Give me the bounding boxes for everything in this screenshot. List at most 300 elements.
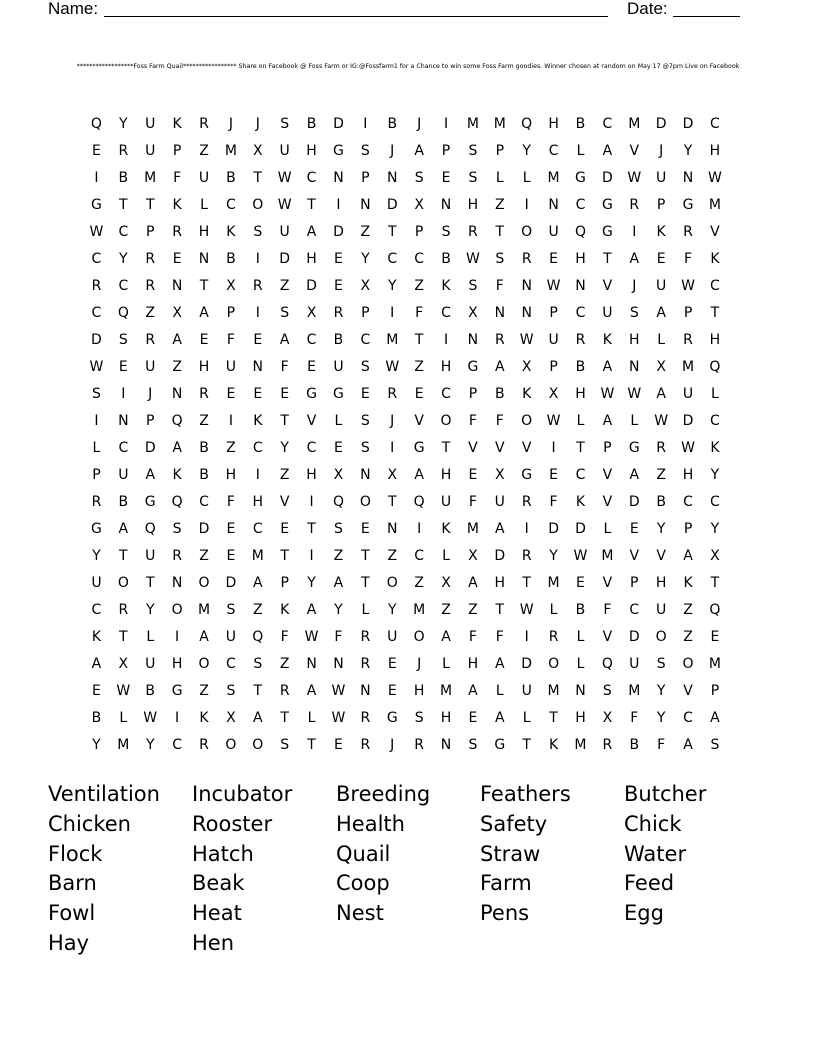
grid-row [83, 437, 743, 464]
grid-letter: X [333, 467, 344, 483]
grid-letter: X [548, 386, 559, 402]
grid-letter: L [495, 170, 504, 186]
grid-letter: B [199, 467, 209, 483]
grid-letter: A [306, 683, 317, 699]
grid-letter: M [251, 548, 264, 564]
grid-letter: E [629, 521, 639, 537]
grid-letter: V [602, 629, 613, 645]
grid-letter: B [226, 251, 236, 267]
grid-letter: G [521, 467, 533, 483]
grid-letter: N [333, 170, 344, 186]
grid-letter: T [280, 548, 289, 564]
grid-letter: M [547, 170, 560, 186]
grid-letter: E [226, 386, 236, 402]
grid-letter: V [656, 548, 666, 564]
grid-letter: C [710, 494, 720, 510]
grid-letter: F [280, 629, 289, 645]
grid-letter: Z [279, 656, 290, 672]
word-list-item: Quail [336, 841, 391, 866]
grid-letter: Y [387, 278, 397, 294]
grid-letter: U [145, 143, 156, 159]
grid-letter: D [682, 116, 694, 132]
grid-letter: S [226, 602, 236, 618]
grid-letter: S [253, 224, 263, 240]
grid-letter: I [94, 170, 99, 186]
grid-row [83, 707, 743, 734]
grid-letter: D [628, 629, 640, 645]
grid-letter: P [441, 143, 451, 159]
grid-letter: I [363, 116, 368, 132]
grid-letter: N [521, 305, 532, 321]
word-list-item: Feed [624, 871, 675, 896]
grid-letter: T [495, 224, 505, 240]
grid-letter: W [89, 224, 104, 240]
grid-letter: P [92, 467, 101, 483]
grid-letter: D [628, 494, 640, 510]
grid-letter: Q [144, 521, 156, 537]
grid-letter: Y [656, 683, 666, 699]
grid-letter: C [683, 710, 693, 726]
grid-letter: O [252, 737, 264, 753]
grid-letter: R [118, 602, 129, 618]
grid-letter: O [521, 413, 533, 429]
grid-letter: W [600, 386, 615, 402]
grid-letter: Z [252, 602, 263, 618]
grid-letter: P [656, 197, 666, 213]
grid-letter: U [548, 332, 559, 348]
grid-letter: C [91, 251, 102, 267]
grid-letter: L [200, 197, 208, 213]
grid-letter: U [494, 494, 505, 510]
grid-letter: R [360, 737, 371, 753]
grid-letter: P [603, 440, 612, 456]
grid-letter: Z [199, 413, 209, 429]
grid-letter: M [628, 683, 641, 699]
grid-letter: Y [119, 116, 128, 132]
grid-letter: J [390, 143, 395, 159]
grid-letter: R [387, 386, 398, 402]
word-list-item: Hen [192, 930, 235, 955]
grid-letter: S [280, 305, 290, 321]
grid-letter: F [630, 710, 639, 726]
grid-letter: Z [468, 602, 478, 618]
grid-letter: I [443, 332, 449, 348]
grid-letter: A [172, 440, 182, 456]
grid-letter: V [279, 494, 290, 510]
grid-letter: M [547, 683, 560, 699]
grid-letter: H [548, 116, 559, 132]
grid-letter: I [255, 467, 260, 483]
grid-letter: O [252, 197, 264, 213]
grid-letter: I [524, 629, 529, 645]
grid-letter: N [548, 197, 559, 213]
grid-letter: Y [656, 710, 666, 726]
grid-letter: E [334, 737, 343, 753]
grid-letter: Z [199, 683, 209, 699]
grid-letter: G [386, 710, 398, 726]
grid-letter: R [521, 494, 532, 510]
grid-row [83, 194, 743, 221]
grid-letter: O [225, 737, 237, 753]
grid-letter: M [117, 737, 130, 753]
grid-letter: L [549, 602, 558, 618]
grid-letter: I [255, 305, 260, 321]
grid-letter: C [118, 440, 129, 456]
grid-letter: C [360, 332, 371, 348]
grid-letter: X [710, 548, 720, 564]
grid-letter: W [519, 332, 534, 348]
grid-letter: L [146, 629, 155, 645]
grid-letter: X [252, 143, 263, 159]
grid-letter: P [630, 575, 639, 591]
grid-letter: S [656, 656, 666, 672]
word-list-item: Safety [480, 811, 548, 836]
grid-letter: P [683, 305, 693, 321]
grid-letter: L [334, 413, 343, 429]
grid-letter: K [199, 710, 209, 726]
grid-letter: R [199, 116, 209, 132]
grid-letter: K [656, 224, 666, 240]
grid-letter: U [656, 170, 667, 186]
grid-letter: C [575, 467, 586, 483]
grid-letter: A [253, 575, 263, 591]
grid-letter: K [548, 737, 559, 753]
grid-letter: P [495, 143, 505, 159]
grid-letter: H [575, 251, 586, 267]
grid-letter: N [360, 683, 371, 699]
grid-letter: E [226, 521, 236, 537]
grid-letter: H [709, 143, 721, 159]
grid-letter: S [92, 386, 101, 402]
grid-letter: D [575, 521, 586, 537]
date-label: Date: [627, 0, 668, 18]
grid-letter: S [360, 143, 370, 159]
grid-letter: X [468, 305, 478, 321]
grid-letter: C [172, 737, 182, 753]
grid-letter: C [226, 197, 236, 213]
grid-letter: E [334, 278, 343, 294]
grid-letter: C [683, 494, 693, 510]
grid-letter: A [710, 710, 720, 726]
grid-letter: T [603, 251, 612, 267]
grid-letter: O [440, 413, 452, 429]
grid-letter: Q [521, 116, 533, 132]
grid-letter: S [602, 683, 612, 699]
grid-letter: Q [709, 359, 721, 375]
grid-letter: A [629, 467, 640, 483]
grid-letter: S [334, 521, 343, 537]
grid-letter: J [255, 116, 260, 132]
grid-letter: V [602, 494, 613, 510]
grid-letter: T [361, 575, 370, 591]
grid-letter: T [414, 332, 424, 348]
word-list-item: Flock [48, 841, 103, 866]
grid-letter: B [656, 494, 666, 510]
grid-row [83, 491, 743, 518]
grid-letter: Z [226, 440, 236, 456]
grid-row [83, 113, 743, 140]
grid-letter: S [172, 521, 182, 537]
word-list-item: Barn [48, 871, 97, 896]
grid-letter: G [333, 143, 344, 159]
grid-letter: W [385, 359, 400, 375]
grid-letter: H [198, 224, 210, 240]
grid-letter: V [602, 467, 613, 483]
grid-letter: C [414, 548, 425, 564]
grid-letter: A [199, 305, 209, 321]
grid-letter: X [602, 710, 613, 726]
grid-letter: Z [495, 197, 505, 213]
grid-letter: P [468, 386, 478, 402]
grid-letter: S [280, 116, 290, 132]
grid-letter: P [549, 359, 558, 375]
grid-letter: J [390, 737, 395, 753]
grid-letter: D [306, 278, 317, 294]
grid-letter: L [495, 683, 504, 699]
grid-letter: G [91, 521, 102, 537]
grid-letter: K [172, 116, 182, 132]
grid-letter: H [306, 143, 317, 159]
grid-letter: N [494, 305, 506, 321]
grid-letter: J [390, 413, 395, 429]
grid-row [83, 464, 743, 491]
grid-letter: V [602, 278, 613, 294]
word-list-item: Farm [480, 871, 532, 896]
grid-letter: T [710, 575, 720, 591]
grid-letter: L [576, 143, 585, 159]
grid-letter: U [225, 359, 237, 375]
grid-letter: L [711, 386, 719, 402]
grid-letter: S [360, 440, 370, 456]
grid-letter: U [387, 629, 398, 645]
grid-letter: S [280, 737, 290, 753]
grid-letter: A [306, 224, 317, 240]
grid-letter: N [575, 278, 586, 294]
grid-letter: L [576, 656, 585, 672]
grid-letter: T [253, 170, 263, 186]
grid-row [83, 329, 743, 356]
grid-row [83, 518, 743, 545]
grid-letter: T [441, 440, 451, 456]
grid-letter: A [414, 143, 424, 159]
grid-letter: W [708, 170, 722, 186]
grid-letter: H [575, 710, 586, 726]
word-list-item: Butcher [624, 782, 707, 806]
grid-letter: I [94, 413, 99, 429]
grid-letter: R [575, 332, 586, 348]
grid-letter: P [361, 305, 370, 321]
grid-letter: Q [252, 629, 264, 645]
grid-letter: E [172, 251, 182, 267]
grid-letter: S [360, 413, 370, 429]
grid-letter: L [576, 629, 585, 645]
grid-letter: G [171, 683, 183, 699]
grid-letter: C [91, 305, 102, 321]
grid-letter: G [682, 197, 694, 213]
grid-row [83, 572, 743, 599]
grid-letter: U [279, 224, 290, 240]
grid-letter: H [467, 656, 479, 672]
grid-letter: D [279, 251, 291, 267]
grid-row [83, 734, 743, 761]
word-list-item: Egg [624, 901, 664, 926]
grid-letter: L [522, 170, 531, 186]
word-list-item: Heat [192, 901, 242, 926]
grid-letter: F [549, 494, 558, 510]
grid-letter: M [574, 737, 587, 753]
grid-letter: W [465, 251, 480, 267]
grid-letter: P [280, 575, 289, 591]
grid-letter: Y [710, 467, 720, 483]
grid-letter: G [575, 170, 586, 186]
grid-letter: C [306, 332, 317, 348]
grid-letter: V [521, 440, 532, 456]
grid-letter: D [91, 332, 102, 348]
grid-letter: E [92, 683, 101, 699]
grid-letter: A [414, 467, 424, 483]
date-blank-line [673, 16, 740, 17]
word-list-item: Hay [48, 930, 90, 955]
grid-letter: I [417, 521, 422, 537]
grid-letter: P [710, 683, 720, 699]
grid-letter: X [226, 278, 236, 294]
grid-letter: N [387, 521, 398, 537]
grid-letter: D [333, 224, 344, 240]
grid-letter: T [522, 737, 531, 753]
grid-letter: T [307, 197, 316, 213]
grid-letter: P [146, 413, 155, 429]
grid-letter: E [253, 386, 263, 402]
grid-letter: C [199, 494, 209, 510]
grid-letter: A [656, 305, 666, 321]
grid-letter: W [143, 710, 158, 726]
grid-row [83, 275, 743, 302]
grid-letter: U [656, 278, 667, 294]
grid-letter: S [360, 359, 370, 375]
grid-letter: N [467, 332, 479, 348]
grid-letter: X [468, 548, 478, 564]
grid-letter: T [710, 305, 720, 321]
grid-letter: A [629, 251, 640, 267]
grid-letter: Y [683, 143, 693, 159]
grid-letter: L [630, 413, 639, 429]
grid-letter: D [655, 116, 667, 132]
grid-letter: K [602, 332, 612, 348]
grid-letter: W [627, 170, 642, 186]
grid-letter: R [145, 251, 156, 267]
grid-letter: M [547, 575, 560, 591]
grid-letter: T [361, 548, 370, 564]
grid-letter: H [682, 467, 694, 483]
word-list-item: Beak [192, 871, 245, 896]
grid-letter: R [683, 332, 693, 348]
grid-letter: S [710, 737, 720, 753]
grid-letter: B [575, 116, 586, 132]
grid-letter: H [225, 467, 237, 483]
grid-letter: D [333, 116, 344, 132]
grid-letter: Z [387, 548, 398, 564]
grid-letter: U [145, 548, 156, 564]
grid-letter: R [683, 224, 693, 240]
grid-letter: I [443, 116, 449, 132]
grid-letter: B [387, 116, 398, 132]
word-list-item: Straw [480, 841, 541, 866]
grid-letter: P [146, 224, 155, 240]
grid-letter: I [309, 548, 314, 564]
grid-letter: X [118, 656, 129, 672]
grid-letter: A [306, 602, 317, 618]
grid-letter: I [228, 413, 233, 429]
grid-letter: B [495, 386, 505, 402]
grid-letter: X [387, 467, 398, 483]
grid-letter: G [333, 386, 344, 402]
grid-letter: U [521, 683, 532, 699]
grid-letter: A [495, 710, 505, 726]
grid-letter: T [280, 413, 289, 429]
grid-letter: H [709, 332, 721, 348]
grid-letter: F [468, 629, 477, 645]
grid-letter: V [495, 440, 505, 456]
grid-letter: E [710, 629, 720, 645]
grid-letter: D [144, 440, 156, 456]
grid-letter: S [441, 224, 451, 240]
grid-letter: J [148, 386, 153, 402]
grid-letter: U [91, 575, 102, 591]
grid-letter: Q [574, 224, 586, 240]
grid-letter: A [91, 656, 102, 672]
grid-letter: F [226, 332, 235, 348]
grid-letter: S [468, 737, 478, 753]
grid-letter: T [549, 710, 558, 726]
name-blank-line [104, 16, 608, 17]
grid-letter: E [414, 386, 424, 402]
grid-letter: Q [90, 116, 102, 132]
word-list-item: Hatch [192, 841, 254, 866]
grid-letter: M [708, 197, 721, 213]
grid-letter: S [629, 305, 639, 321]
grid-letter: Y [92, 548, 101, 564]
grid-letter: N [440, 737, 452, 753]
grid-letter: E [334, 440, 343, 456]
grid-letter: H [306, 251, 317, 267]
grid-letter: B [333, 332, 344, 348]
grid-letter: N [118, 413, 129, 429]
word-list-item: Coop [336, 871, 390, 896]
grid-letter: F [657, 737, 666, 753]
grid-letter: H [440, 467, 452, 483]
grid-letter: C [629, 602, 640, 618]
grid-letter: Z [683, 629, 693, 645]
grid-letter: W [546, 278, 561, 294]
grid-letter: H [440, 359, 452, 375]
grid-letter: P [361, 170, 370, 186]
grid-letter: S [495, 251, 505, 267]
grid-letter: U [279, 143, 290, 159]
grid-letter: E [441, 170, 451, 186]
grid-letter: R [521, 251, 532, 267]
grid-letter: R [656, 440, 667, 456]
grid-letter: G [467, 359, 479, 375]
grid-letter: U [656, 602, 667, 618]
grid-letter: W [331, 683, 346, 699]
grid-letter: C [387, 251, 398, 267]
grid-letter: Y [145, 737, 155, 753]
grid-letter: E [307, 359, 316, 375]
grid-letter: Q [709, 602, 721, 618]
grid-letter: W [681, 278, 695, 294]
grid-letter: Q [332, 494, 344, 510]
grid-letter: L [522, 710, 531, 726]
